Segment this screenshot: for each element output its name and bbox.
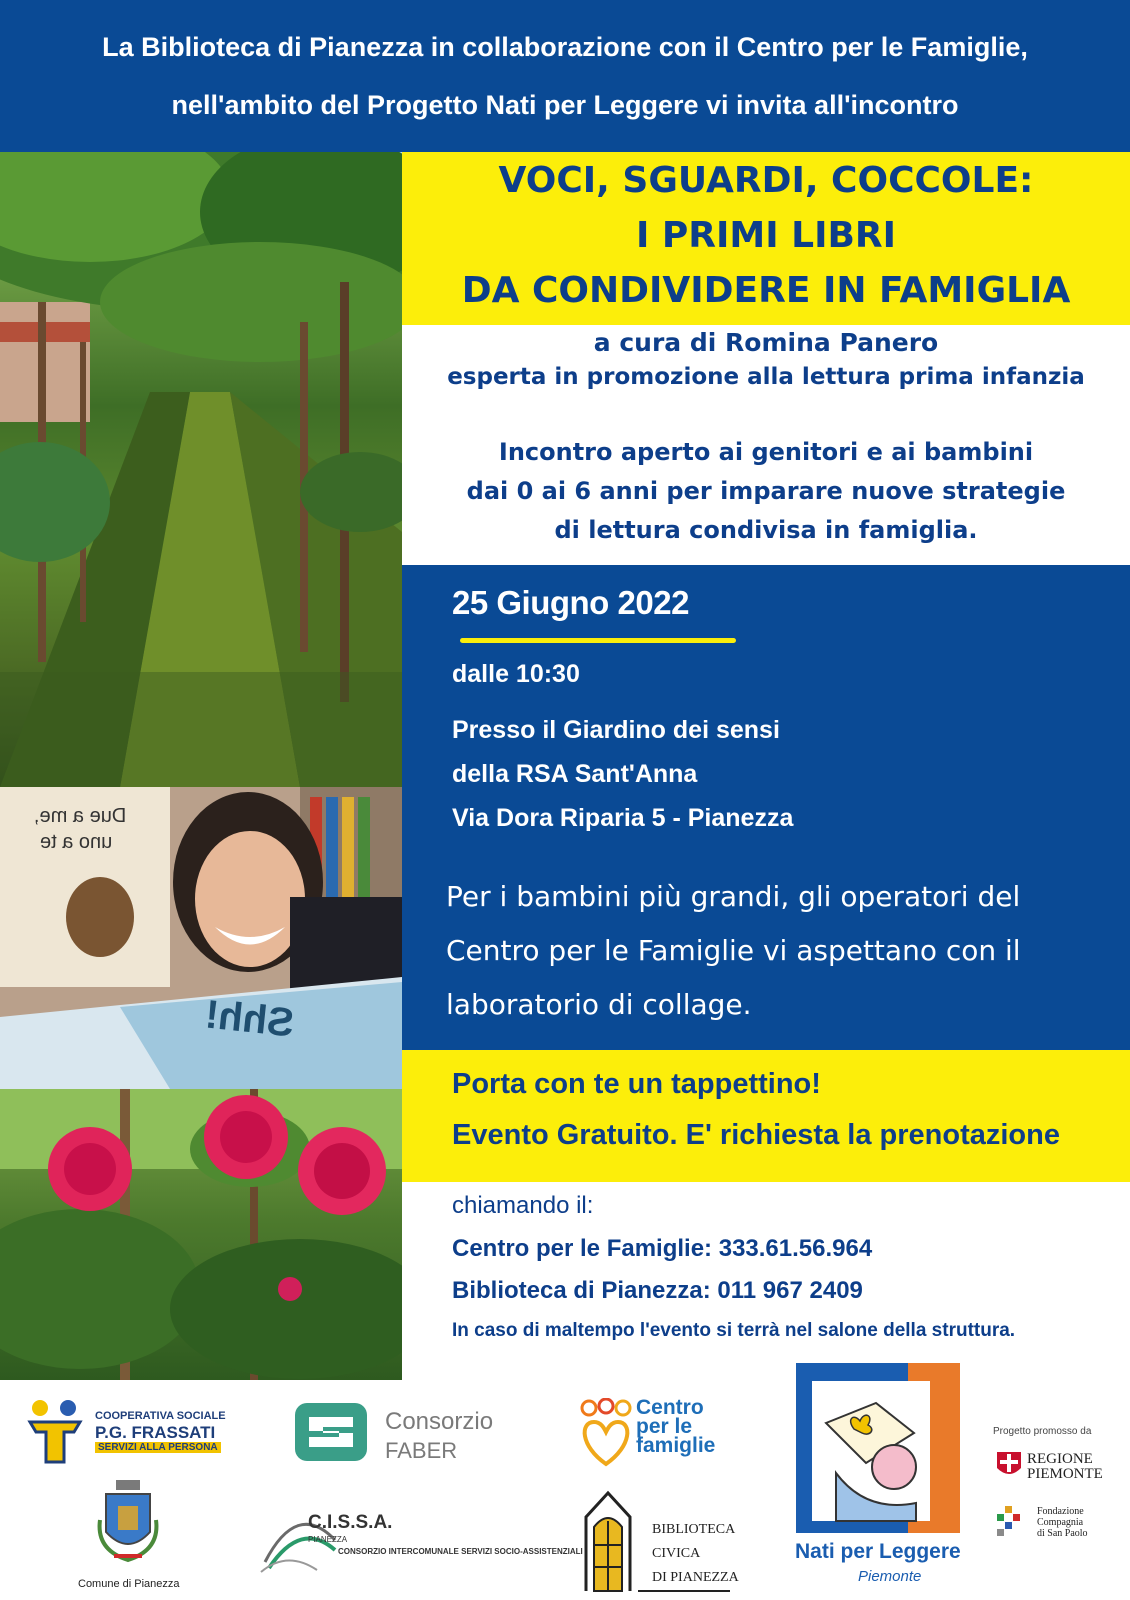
- curator-name: a cura di Romina Panero: [593, 328, 939, 357]
- book-title-line-1: Due a me,: [34, 805, 127, 827]
- frassati-line-1: COOPERATIVA SOCIALE: [95, 1410, 226, 1422]
- biblio-line-1: BIBLIOTECA: [652, 1522, 736, 1537]
- frassati-line-3: SERVIZI ALLA PERSONA: [95, 1442, 221, 1453]
- fondazione-line-3: di San Paolo: [1037, 1528, 1088, 1539]
- cta-free-booking: Evento Gratuito. E' richiesta la prenotazione: [452, 1119, 1060, 1151]
- event-place-line-3: Via Dora Riparia 5 - Pianezza: [452, 804, 794, 832]
- centro-line-1: Centro: [636, 1396, 704, 1419]
- npl-line-2: Piemonte: [858, 1568, 922, 1585]
- faber-line-2: FABER: [385, 1438, 458, 1463]
- kids-info-line-1: Per i bambini più grandi, gli operatori del: [446, 880, 1021, 913]
- centro-line-2: per le: [636, 1415, 693, 1438]
- frassati-line-2: P.G. FRASSATI: [95, 1423, 216, 1442]
- event-place-line-1: Presso il Giardino dei sensi: [452, 716, 780, 744]
- event-time: dalle 10:30: [452, 660, 580, 688]
- cissa-place: PIANEZZA: [308, 1535, 348, 1544]
- weather-note: In caso di maltempo l'evento si terrà nel salone della struttura.: [452, 1320, 1016, 1341]
- cissa-name: C.I.S.S.A.: [308, 1512, 393, 1533]
- comune-pianezza-crest-icon: [96, 1480, 160, 1564]
- frassati-logo-icon: [24, 1398, 86, 1464]
- event-title-line-1: VOCI, SGUARDI, COCCOLE:: [498, 160, 1034, 201]
- nati-per-leggere-logo-icon: [796, 1363, 960, 1533]
- centro-line-3: famiglie: [636, 1434, 716, 1457]
- comune-label: Comune di Pianezza: [78, 1578, 180, 1590]
- date-underline: [460, 638, 736, 643]
- regione-line-2: PIEMONTE: [1027, 1466, 1103, 1482]
- centro-famiglie-logo-icon: [576, 1398, 636, 1468]
- regione-piemonte-emblem-icon: [997, 1452, 1021, 1478]
- kids-info-line-3: laboratorio di collage.: [446, 988, 752, 1021]
- book-title-line-2: uno a te: [40, 831, 113, 853]
- cissa-full-name: CONSORZIO INTERCOMUNALE SERVIZI SOCIO-ASSISTENZIALI: [338, 1547, 583, 1556]
- faber-logo-icon: [295, 1403, 367, 1461]
- book-shh-title: Shh!: [202, 992, 296, 1046]
- regione-line-1: REGIONE: [1027, 1451, 1093, 1467]
- contacts-intro: chiamando il:: [452, 1192, 594, 1219]
- curator-role: esperta in promozione alla lettura prima infanzia: [447, 364, 1085, 390]
- contact-biblioteca[interactable]: Biblioteca di Pianezza: 011 967 2409: [452, 1277, 863, 1304]
- top-banner: [0, 0, 1130, 152]
- banner-line-1: La Biblioteca di Pianezza in collaborazione con il Centro per le Famiglie,: [102, 32, 1028, 62]
- event-date: 25 Giugno 2022: [452, 584, 689, 621]
- fondazione-line-2: Compagnia: [1037, 1517, 1084, 1528]
- npl-line-1: Nati per Leggere: [795, 1540, 961, 1563]
- biblio-line-2: CIVICA: [652, 1546, 701, 1561]
- fondazione-san-paolo-emblem-icon: [997, 1506, 1021, 1536]
- cta-mat: Porta con te un tappettino!: [452, 1068, 821, 1100]
- event-title-line-2: I PRIMI LIBRI: [635, 215, 897, 256]
- banner-line-2: nell'ambito del Progetto Nati per Leggere vi invita all'incontro: [171, 90, 959, 120]
- fondazione-line-1: Fondazione: [1037, 1506, 1084, 1517]
- garden-photo: [0, 152, 402, 787]
- event-place-line-2: della RSA Sant'Anna: [452, 760, 698, 788]
- contact-centro-famiglie[interactable]: Centro per le Famiglie: 333.61.56.964: [452, 1235, 873, 1262]
- description-line-2: dai 0 ai 6 anni per imparare nuove strategie: [466, 477, 1066, 505]
- kids-info-line-2: Centro per le Famiglie vi aspettano con il: [446, 934, 1021, 967]
- reader-photo: [0, 787, 402, 1089]
- biblio-line-3: DI PIANEZZA: [652, 1570, 739, 1585]
- faber-line-1: Consorzio: [385, 1408, 494, 1435]
- promosso-label: Progetto promosso da: [993, 1426, 1092, 1437]
- roses-photo: [0, 1089, 402, 1380]
- event-title-line-3: DA CONDIVIDERE IN FAMIGLIA: [461, 270, 1071, 311]
- description-line-3: di lettura condivisa in famiglia.: [554, 516, 978, 544]
- description-line-1: Incontro aperto ai genitori e ai bambini: [498, 438, 1034, 466]
